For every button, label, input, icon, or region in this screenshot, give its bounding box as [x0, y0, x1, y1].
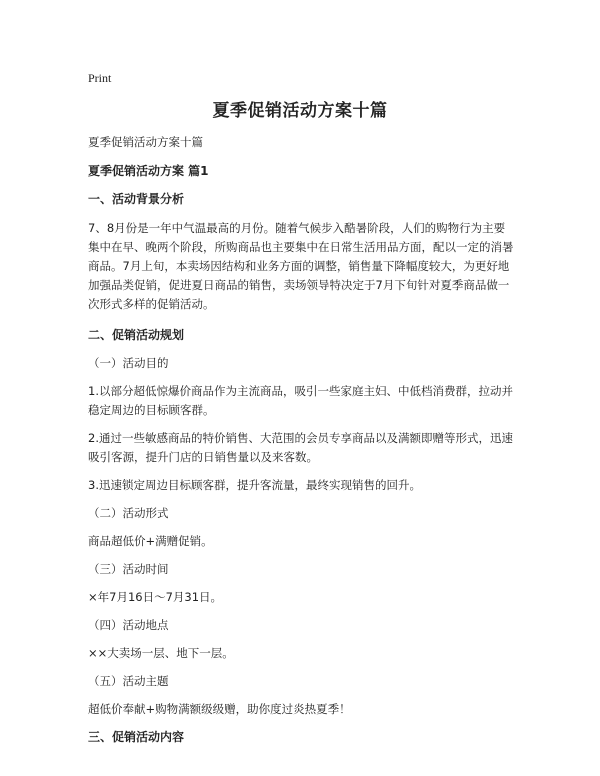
section-heading-background: 一、活动背景分析: [88, 192, 185, 206]
section-heading-planning: 二、促销活动规划: [88, 328, 185, 342]
subsection-heading-format: （二）活动形式: [88, 506, 169, 520]
document-subtitle: 夏季促销活动方案十篇: [88, 135, 203, 149]
subsection-heading-location: （四）活动地点: [88, 618, 169, 632]
goal-item-1: 1.以部分超低惊爆价商品作为主流商品，吸引一些家庭主妇、中低档消费群，拉动并稳定周边的目标顾客群。: [88, 384, 513, 417]
subsection-heading-time: （三）活动时间: [88, 562, 169, 576]
document-body: [88, 133, 516, 747]
page-title: 夏季促销活动方案十篇: [212, 101, 388, 121]
goal-item-3: 3.迅速锁定周边目标顾客群，提升客流量，最终实现销售的回升。: [88, 478, 421, 492]
section-heading-content: 三、促销活动内容: [88, 730, 185, 744]
subsection-heading-goal: （一）活动目的: [88, 356, 169, 370]
subsection-heading-theme: （五）活动主题: [88, 674, 169, 688]
time-text: ×年7月16日～7月31日。: [88, 590, 223, 604]
location-text: ××大卖场一层、地下一层。: [88, 646, 234, 660]
print-link[interactable]: Print: [88, 71, 112, 85]
goal-item-2: 2.通过一些敏感商品的特价销售、大范围的会员专享商品以及满额即赠等形式，迅速吸引客源，提升门店的日销售量以及来客数。: [88, 431, 513, 464]
part-heading: 夏季促销活动方案 篇1: [88, 164, 209, 178]
section-paragraph-background: 7、8月份是一年中气温最高的月份。随着气候步入酷暑阶段，人们的购物行为主要集中在早、晚两个阶段，所购商品也主要集中在日常生活用品方面，配以一定的消暑商品。7月上旬，本卖场因结构和业务方面的调整，销售量下降幅度较大，为更好地加强品类促销，促进夏日商品的销售，卖场领导特决定于7月下旬针对夏季商品做一次形式多样的促销活动。: [88, 221, 514, 311]
format-text: 商品超低价+满赠促销。: [88, 534, 213, 548]
theme-text: 超低价奉献+购物满额级级赠，助你度过炎热夏季！: [88, 702, 351, 716]
